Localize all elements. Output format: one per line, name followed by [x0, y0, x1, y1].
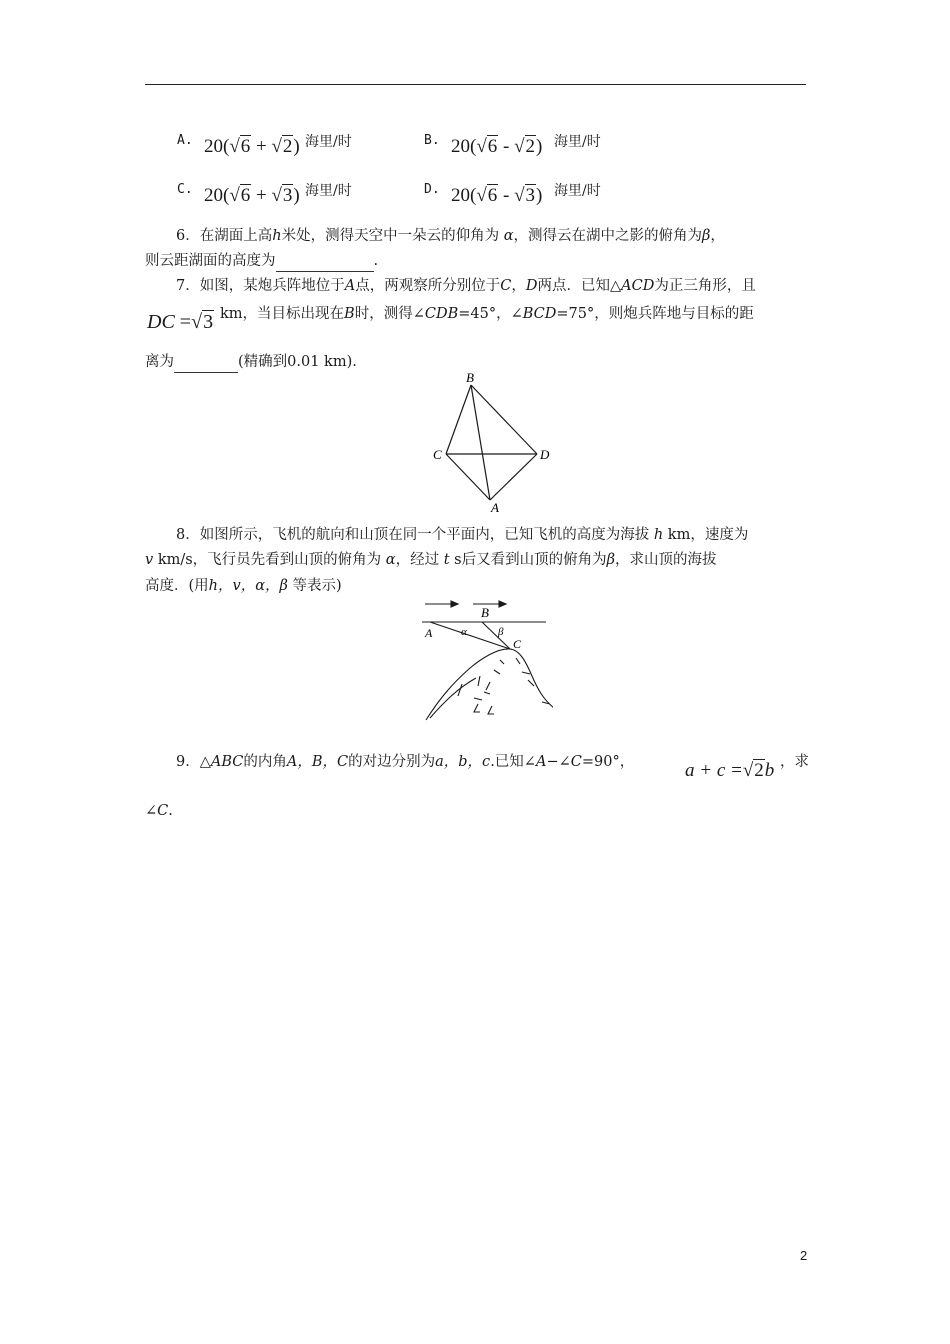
text: s后又看到山顶的俯角为	[454, 552, 607, 568]
q9-line2	[145, 801, 173, 821]
arrow-head	[451, 601, 458, 607]
operator: +	[256, 136, 267, 157]
q8-line2	[145, 550, 716, 570]
var-c: C	[570, 754, 582, 770]
expr-prefix: 20(	[451, 185, 477, 206]
text: 8．如图所示，飞机的航向和山顶在同一个平面内，已知飞机的高度为海拔	[176, 527, 650, 543]
text: .已知∠	[490, 754, 536, 770]
text: 米处，测得天空中一朵云的仰角为	[281, 228, 500, 244]
text: 时，测得∠	[354, 306, 425, 322]
q7-line2	[220, 304, 754, 324]
radicand: 2	[525, 136, 536, 157]
var-beta: β	[606, 552, 615, 568]
mountain-hatching	[474, 704, 494, 714]
radicand: 2	[754, 760, 764, 781]
var-cdb: CDB	[424, 306, 459, 322]
label-b: B	[466, 370, 474, 385]
q7-line1	[176, 276, 756, 296]
text: .	[373, 253, 379, 269]
text: km，速度为	[667, 527, 749, 543]
option-a-expression	[204, 136, 300, 158]
var-b: b	[764, 760, 775, 781]
radicand: 6	[240, 185, 251, 206]
operator: +	[256, 185, 267, 206]
var-h: h	[272, 228, 282, 244]
var-alpha: α	[385, 552, 396, 568]
label-d: D	[540, 447, 550, 462]
text: ，求山顶的海拔	[614, 552, 717, 568]
text: 9．△	[176, 754, 211, 770]
text: 的对边分别为	[348, 754, 436, 770]
q7-line3	[145, 352, 357, 373]
q9-line1	[176, 752, 634, 772]
text: 等表示)	[292, 578, 342, 594]
var-v: v	[145, 552, 154, 568]
equals: =	[179, 311, 192, 333]
text: 点，两观察所分别位于	[355, 278, 501, 294]
sqrt-symbol: √2	[742, 760, 764, 781]
sqrt-symbol: √2	[514, 136, 536, 157]
sqrt-symbol: √3	[271, 185, 293, 206]
text: −∠	[546, 754, 571, 770]
edge-bc	[446, 385, 471, 454]
sight-line-b	[482, 622, 510, 649]
q9-line1-end: ，求	[780, 754, 809, 770]
text: 离为	[145, 354, 174, 370]
var-a: A	[344, 278, 356, 294]
var-c: C	[157, 803, 169, 819]
expr-suffix: )	[293, 185, 300, 206]
sqrt-symbol: √3	[514, 185, 536, 206]
arrow-head	[499, 601, 506, 607]
label-alpha: α	[461, 626, 467, 638]
var-c: C	[500, 278, 512, 294]
text: km，当目标出现在	[220, 306, 345, 322]
label-a: A	[491, 500, 499, 515]
var-list: A，B，C	[286, 754, 349, 770]
var-bcd: BCD	[522, 306, 557, 322]
label-beta: β	[498, 626, 504, 638]
text: =90°，	[581, 754, 635, 770]
var-b: B	[344, 306, 355, 322]
var-alpha: α	[503, 228, 514, 244]
var-abc: ABC	[210, 754, 244, 770]
radicand: 6	[487, 185, 498, 206]
answer-blank[interactable]	[174, 352, 238, 373]
text: ∠	[145, 803, 158, 819]
text: km/s，飞行员先看到山顶的俯角为	[157, 552, 382, 568]
expr-prefix: 20(	[204, 136, 230, 157]
radicand: 3	[282, 185, 293, 206]
var-a: A	[535, 754, 547, 770]
label-a: A	[425, 626, 433, 640]
text: (精确到0.01 km).	[238, 354, 357, 370]
q6-line2	[145, 251, 378, 272]
edge-da	[490, 454, 537, 500]
expr-suffix: )	[536, 136, 543, 157]
text: 的内角	[243, 754, 287, 770]
figure-q8-mountain	[418, 596, 553, 724]
option-c-label: C.	[177, 182, 193, 197]
text: 则云距湖面的高度为	[145, 253, 276, 269]
option-d-expression	[451, 185, 542, 207]
option-b-unit: 海里/时	[554, 134, 601, 150]
sqrt-symbol: √6	[229, 136, 251, 157]
text: ，经过	[395, 552, 440, 568]
sqrt-symbol: √6	[476, 185, 498, 206]
q9-equation	[685, 760, 774, 782]
option-c-expression	[204, 185, 300, 207]
answer-blank[interactable]	[276, 251, 374, 272]
text: .	[168, 803, 173, 819]
page-number: 2	[800, 1248, 808, 1263]
mountain-outline	[426, 649, 553, 720]
text: 7．如图，某炮兵阵地位于	[176, 278, 345, 294]
expr-suffix: )	[293, 136, 300, 157]
expr-suffix: )	[536, 185, 543, 206]
radicand: 6	[487, 136, 498, 157]
var-beta: β	[701, 228, 711, 244]
radicand: 2	[282, 136, 293, 157]
header-rule	[145, 84, 806, 85]
equation-lhs: a + c =	[685, 760, 743, 781]
sqrt-symbol: √6	[476, 136, 498, 157]
text: ，	[710, 228, 725, 244]
text: ，测得云在湖中之影的俯角为	[513, 228, 702, 244]
radicand: 3	[525, 185, 536, 206]
option-a-unit: 海里/时	[305, 134, 352, 150]
option-a-label: A.	[177, 133, 193, 148]
q6-line1	[176, 226, 725, 246]
q8-line1	[176, 525, 748, 545]
var-list: a，b，c	[435, 754, 491, 770]
text: 高度．(用	[145, 578, 209, 594]
var-d: D	[525, 278, 538, 294]
sqrt-symbol: √6	[229, 185, 251, 206]
expr-prefix: 20(	[451, 136, 477, 157]
label-c: C	[433, 447, 442, 462]
var-acd: ACD	[621, 278, 655, 294]
radicand: 3	[203, 311, 214, 333]
text: 为正三角形，且	[654, 278, 756, 294]
text: =75°，则炮兵阵地与目标的距	[556, 306, 754, 322]
expr-prefix: 20(	[204, 185, 230, 206]
text: 两点．已知△	[537, 278, 622, 294]
label-c: C	[513, 637, 522, 651]
text: =45°，∠	[458, 306, 523, 322]
var-dc: DC	[147, 311, 175, 333]
sqrt-symbol: √2	[271, 136, 293, 157]
operator: -	[503, 136, 510, 157]
operator: -	[503, 185, 510, 206]
label-b: B	[481, 605, 489, 620]
option-b-expression	[451, 136, 542, 158]
sqrt-symbol: √3	[191, 311, 214, 333]
option-b-label: B.	[424, 133, 440, 148]
radicand: 6	[240, 136, 251, 157]
q7-dc-equation	[147, 311, 214, 334]
figure-q7-quadrilateral	[425, 370, 565, 515]
option-d-unit: 海里/时	[554, 183, 601, 199]
var-list: h，v，α，β	[208, 578, 288, 594]
var-t: t	[443, 552, 450, 568]
q8-line3	[145, 576, 342, 596]
option-d-label: D.	[424, 182, 440, 197]
var-h: h	[653, 527, 664, 543]
text: ，	[511, 278, 526, 294]
option-c-unit: 海里/时	[305, 183, 352, 199]
text: 6．在湖面上高	[176, 228, 273, 244]
